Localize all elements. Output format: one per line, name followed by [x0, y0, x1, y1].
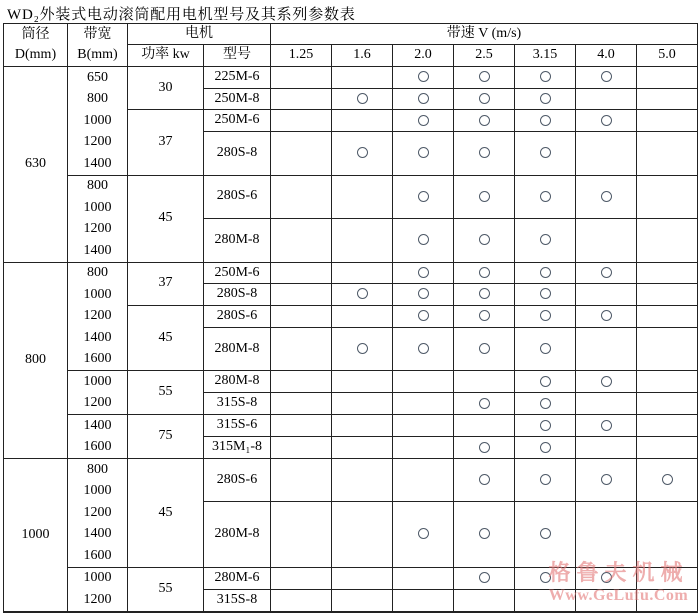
circle-marker: [540, 376, 551, 387]
speed-cell: [271, 110, 332, 132]
speed-cell: [515, 502, 576, 568]
circle-marker: [540, 310, 551, 321]
bandwidth-value: 1400: [83, 242, 112, 258]
speed-cell: [393, 132, 454, 176]
speed-cell: [576, 262, 637, 284]
speed-cell: [637, 459, 698, 502]
speed-cell: [515, 262, 576, 284]
speed-cell: [271, 284, 332, 306]
speed-cell: [393, 567, 454, 589]
speed-cell: [637, 110, 698, 132]
circle-marker: [662, 474, 673, 485]
circle-marker: [479, 398, 490, 409]
circle-marker: [479, 191, 490, 202]
speed-cell: [637, 437, 698, 459]
speed-cell: [515, 589, 576, 611]
speed-cell: [454, 67, 515, 89]
model-cell: 280M-6: [204, 567, 271, 589]
speed-cell: [576, 284, 637, 306]
speed-cell: [271, 88, 332, 110]
speed-cell: [332, 437, 393, 459]
header-speed-4-0: 4.0: [576, 45, 637, 67]
speed-cell: [454, 327, 515, 371]
circle-marker: [540, 420, 551, 431]
speed-cell: [637, 371, 698, 393]
speed-cell: [454, 284, 515, 306]
model-cell: 315S-8: [204, 393, 271, 415]
speed-cell: [332, 305, 393, 327]
circle-marker: [479, 343, 490, 354]
circle-marker: [479, 572, 490, 583]
circle-marker: [479, 288, 490, 299]
speed-cell: [576, 371, 637, 393]
table-row: [4, 262, 698, 284]
circle-marker: [418, 93, 429, 104]
speed-cell: [637, 262, 698, 284]
speed-cell: [393, 437, 454, 459]
header-diameter-cn: 筒径: [21, 27, 50, 42]
circle-marker: [479, 267, 490, 278]
speed-cell: [576, 502, 637, 568]
speed-cell: [393, 262, 454, 284]
speed-cell: [515, 371, 576, 393]
circle-marker: [357, 288, 368, 299]
circle-marker: [540, 234, 551, 245]
speed-cell: [332, 415, 393, 437]
bandwidth-value: 800: [87, 265, 108, 281]
circle-marker: [540, 474, 551, 485]
speed-cell: [454, 437, 515, 459]
bandwidth-cell: [68, 175, 128, 262]
circle-marker: [601, 191, 612, 202]
power-cell: 37: [128, 262, 204, 305]
speed-cell: [454, 175, 515, 218]
power-cell: 55: [128, 371, 204, 415]
bandwidth-value: 800: [87, 461, 108, 477]
speed-cell: [393, 589, 454, 611]
diameter-cell: 630: [4, 67, 68, 263]
circle-marker: [479, 71, 490, 82]
bandwidth-value: 1200: [83, 308, 112, 324]
speed-cell: [454, 218, 515, 262]
speed-cell: [515, 218, 576, 262]
header-speed-5-0: 5.0: [637, 45, 698, 67]
speed-cell: [454, 88, 515, 110]
speed-cell: [271, 67, 332, 89]
speed-cell: [454, 502, 515, 568]
speed-cell: [454, 459, 515, 502]
speed-cell: [393, 88, 454, 110]
speed-cell: [454, 132, 515, 176]
speed-cell: [576, 415, 637, 437]
speed-cell: [637, 175, 698, 218]
speed-cell: [637, 567, 698, 589]
speed-cell: [393, 371, 454, 393]
bandwidth-value: 1000: [83, 112, 112, 128]
bandwidth-cell: [68, 459, 128, 568]
circle-marker: [601, 420, 612, 431]
speed-cell: [637, 415, 698, 437]
speed-cell: [576, 175, 637, 218]
header-speed-2-5: 2.5: [454, 45, 515, 67]
bandwidth-cell: [68, 262, 128, 371]
model-cell: 280S-6: [204, 459, 271, 502]
circle-marker: [418, 191, 429, 202]
speed-cell: [332, 67, 393, 89]
bandwidth-value: 1400: [83, 417, 112, 433]
circle-marker: [601, 310, 612, 321]
model-cell: 250M-6: [204, 110, 271, 132]
speed-cell: [332, 502, 393, 568]
bandwidth-value: 1000: [83, 570, 112, 586]
power-cell: 45: [128, 459, 204, 568]
power-cell: 75: [128, 415, 204, 459]
speed-cell: [271, 393, 332, 415]
speed-cell: [515, 284, 576, 306]
speed-cell: [637, 393, 698, 415]
header-bandwidth-unit: B(mm): [77, 47, 118, 62]
bandwidth-value: 1400: [83, 155, 112, 171]
model-cell: 280S-8: [204, 132, 271, 176]
speed-cell: [332, 218, 393, 262]
power-cell: 55: [128, 567, 204, 612]
speed-cell: [271, 218, 332, 262]
header-speed-1-25: 1.25: [271, 45, 332, 67]
bandwidth-value: 800: [87, 178, 108, 194]
circle-marker: [540, 147, 551, 158]
circle-marker: [601, 376, 612, 387]
circle-marker: [357, 93, 368, 104]
speed-cell: [576, 589, 637, 611]
circle-marker: [540, 115, 551, 126]
table-row: [4, 175, 698, 197]
speed-cell: [271, 305, 332, 327]
speed-cell: [515, 415, 576, 437]
power-cell: 45: [128, 305, 204, 371]
speed-cell: [393, 67, 454, 89]
speed-cell: [637, 67, 698, 89]
bandwidth-value: 1200: [83, 504, 112, 520]
header-diameter-unit: D(mm): [14, 47, 57, 62]
circle-marker: [540, 528, 551, 539]
circle-marker: [479, 528, 490, 539]
bandwidth-cell: [68, 415, 128, 459]
speed-cell: [393, 284, 454, 306]
speed-cell: [576, 218, 637, 262]
circle-marker: [479, 310, 490, 321]
speed-cell: [576, 88, 637, 110]
speed-cell: [332, 371, 393, 393]
speed-cell: [576, 567, 637, 589]
speed-cell: [576, 132, 637, 176]
model-cell: 280S-8: [204, 284, 271, 306]
speed-cell: [515, 437, 576, 459]
table-row: [4, 459, 698, 481]
speed-cell: [393, 327, 454, 371]
speed-cell: [515, 393, 576, 415]
speed-cell: [393, 502, 454, 568]
circle-marker: [418, 288, 429, 299]
bandwidth-value: 1200: [83, 221, 112, 237]
header-model: 型号: [204, 45, 271, 67]
bandwidth-value: 1000: [83, 286, 112, 302]
model-cell: 315M₁-8: [204, 437, 271, 459]
circle-marker: [601, 572, 612, 583]
header-bandwidth: [68, 24, 128, 67]
circle-marker: [418, 234, 429, 245]
circle-marker: [418, 528, 429, 539]
speed-cell: [271, 459, 332, 502]
circle-marker: [479, 234, 490, 245]
bandwidth-value: 1000: [83, 199, 112, 215]
speed-cell: [332, 459, 393, 502]
speed-cell: [393, 175, 454, 218]
header-speed-2-0: 2.0: [393, 45, 454, 67]
page-title: WD₂外装式电动滚筒配用电机型号及其系列参数表: [7, 7, 356, 23]
bandwidth-value: 1200: [83, 591, 112, 607]
header-speed-3-15: 3.15: [515, 45, 576, 67]
bandwidth-value: 800: [87, 91, 108, 107]
circle-marker: [479, 474, 490, 485]
header-diameter: [4, 24, 68, 67]
speed-cell: [393, 459, 454, 502]
speed-cell: [332, 393, 393, 415]
speed-cell: [515, 305, 576, 327]
power-cell: 30: [128, 67, 204, 110]
speed-cell: [515, 88, 576, 110]
circle-marker: [601, 71, 612, 82]
speed-cell: [515, 175, 576, 218]
bandwidth-value: 1200: [83, 395, 112, 411]
speed-cell: [576, 393, 637, 415]
speed-cell: [332, 110, 393, 132]
speed-cell: [515, 459, 576, 502]
speed-cell: [332, 88, 393, 110]
bandwidth-cell: [68, 371, 128, 415]
speed-cell: [576, 459, 637, 502]
circle-marker: [540, 442, 551, 453]
table-row: [4, 415, 698, 437]
header-bandwidth-cn: 带宽: [83, 27, 112, 42]
speed-cell: [454, 567, 515, 589]
circle-marker: [540, 398, 551, 409]
circle-marker: [479, 442, 490, 453]
circle-marker: [540, 93, 551, 104]
power-cell: 37: [128, 110, 204, 176]
speed-cell: [637, 132, 698, 176]
speed-cell: [332, 175, 393, 218]
speed-cell: [576, 327, 637, 371]
speed-cell: [271, 567, 332, 589]
speed-cell: [393, 110, 454, 132]
table-row: [4, 67, 698, 89]
circle-marker: [540, 572, 551, 583]
speed-cell: [332, 284, 393, 306]
model-cell: 315S-8: [204, 589, 271, 611]
circle-marker: [601, 115, 612, 126]
speed-cell: [454, 589, 515, 611]
model-cell: 315S-6: [204, 415, 271, 437]
model-cell: 280M-8: [204, 502, 271, 568]
speed-cell: [271, 371, 332, 393]
bandwidth-cell: [68, 567, 128, 612]
bandwidth-cell: [68, 67, 128, 176]
speed-cell: [637, 589, 698, 611]
speed-cell: [576, 305, 637, 327]
circle-marker: [479, 147, 490, 158]
speed-cell: [332, 327, 393, 371]
diameter-cell: 800: [4, 262, 68, 459]
spec-table: [3, 23, 698, 613]
speed-cell: [271, 415, 332, 437]
circle-marker: [479, 93, 490, 104]
header-power: 功率 kw: [128, 45, 204, 67]
model-cell: 250M-6: [204, 262, 271, 284]
speed-cell: [515, 132, 576, 176]
speed-cell: [576, 437, 637, 459]
model-cell: 280M-8: [204, 371, 271, 393]
speed-cell: [393, 415, 454, 437]
speed-cell: [393, 393, 454, 415]
circle-marker: [540, 71, 551, 82]
circle-marker: [418, 310, 429, 321]
speed-cell: [271, 502, 332, 568]
speed-cell: [271, 262, 332, 284]
speed-cell: [271, 437, 332, 459]
speed-cell: [332, 262, 393, 284]
speed-cell: [515, 327, 576, 371]
speed-cell: [393, 305, 454, 327]
circle-marker: [601, 267, 612, 278]
bandwidth-value: 1200: [83, 134, 112, 150]
speed-cell: [332, 567, 393, 589]
speed-cell: [515, 67, 576, 89]
speed-cell: [515, 110, 576, 132]
speed-cell: [576, 110, 637, 132]
speed-cell: [637, 305, 698, 327]
circle-marker: [540, 191, 551, 202]
circle-marker: [540, 343, 551, 354]
speed-cell: [576, 67, 637, 89]
speed-cell: [271, 327, 332, 371]
bandwidth-value: 1600: [83, 351, 112, 367]
speed-cell: [332, 132, 393, 176]
bandwidth-value: 1000: [83, 483, 112, 499]
circle-marker: [601, 474, 612, 485]
speed-cell: [454, 371, 515, 393]
circle-marker: [418, 267, 429, 278]
model-cell: 250M-8: [204, 88, 271, 110]
bandwidth-value: 650: [87, 69, 108, 85]
speed-cell: [454, 305, 515, 327]
circle-marker: [418, 343, 429, 354]
circle-marker: [418, 115, 429, 126]
circle-marker: [479, 115, 490, 126]
model-cell: 225M-6: [204, 67, 271, 89]
speed-cell: [454, 262, 515, 284]
table-row: [4, 567, 698, 589]
speed-cell: [271, 132, 332, 176]
power-cell: 45: [128, 175, 204, 262]
model-cell: 280M-8: [204, 218, 271, 262]
bandwidth-value: 1400: [83, 329, 112, 345]
speed-cell: [271, 589, 332, 611]
model-cell: 280S-6: [204, 305, 271, 327]
circle-marker: [540, 267, 551, 278]
speed-cell: [454, 415, 515, 437]
speed-cell: [454, 393, 515, 415]
circle-marker: [540, 288, 551, 299]
speed-cell: [332, 589, 393, 611]
table-row: [4, 371, 698, 393]
speed-cell: [637, 327, 698, 371]
header-belt-speed: 带速 V (m/s): [271, 24, 698, 45]
circle-marker: [357, 147, 368, 158]
speed-cell: [637, 218, 698, 262]
watermark-brand: 格鲁夫机械: [548, 560, 689, 585]
bandwidth-value: 1400: [83, 526, 112, 542]
speed-cell: [271, 175, 332, 218]
table-body: [4, 67, 698, 612]
bandwidth-value: 1600: [83, 439, 112, 455]
speed-cell: [637, 88, 698, 110]
circle-marker: [418, 147, 429, 158]
bandwidth-value: 1600: [83, 547, 112, 563]
speed-cell: [454, 110, 515, 132]
circle-marker: [418, 71, 429, 82]
header-row-1: [4, 24, 698, 45]
speed-cell: [637, 502, 698, 568]
watermark-url: Www.GeLufu.Com: [548, 587, 689, 604]
circle-marker: [357, 343, 368, 354]
speed-cell: [637, 284, 698, 306]
header-speed-1-6: 1.6: [332, 45, 393, 67]
speed-cell: [393, 218, 454, 262]
header-motor: 电机: [128, 24, 271, 45]
bandwidth-value: 1000: [83, 373, 112, 389]
model-cell: 280M-8: [204, 327, 271, 371]
model-cell: 280S-6: [204, 175, 271, 218]
diameter-cell: 1000: [4, 459, 68, 612]
speed-cell: [515, 567, 576, 589]
